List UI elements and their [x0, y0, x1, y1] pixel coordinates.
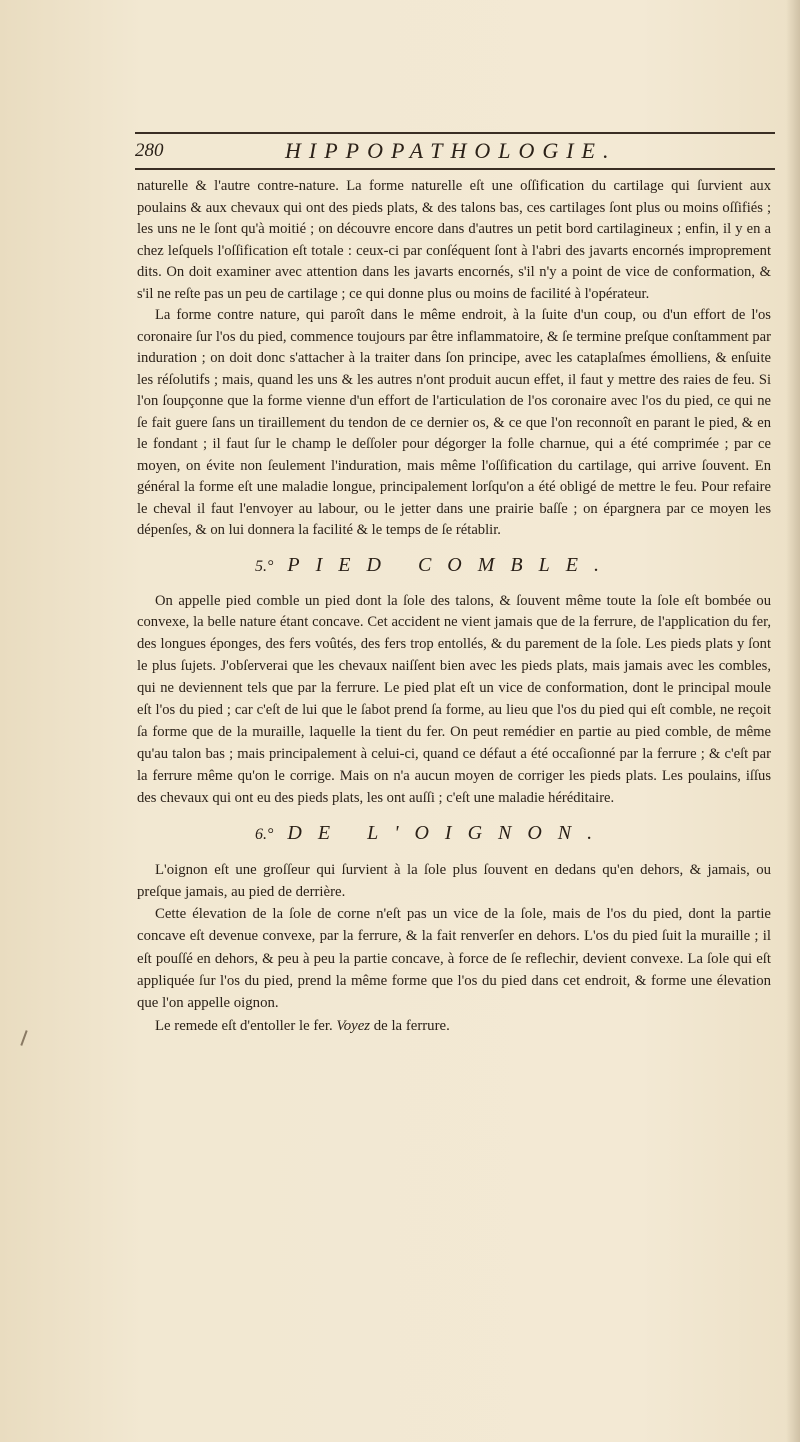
section-number: 6.°: [255, 825, 274, 843]
section-heading: [137, 822, 771, 845]
section-title: DE L'OIGNON.: [287, 821, 609, 844]
section-pied-comble: [137, 554, 771, 810]
section-number: 5.°: [255, 557, 274, 575]
paragraph: Cette élevation de la ſole de corne n'eſt pas un vice de la ſole, mais de l'os du pied, dont la partie concave eſt devenue convexe, par la ferrure, & la fait renverſer en dehors. L'os du pied ſuit la muraille ; il eſt pouſſé en dehors, & peu à peu la partie concave, à force de ſe reflechir, devient convexe. La ſole qui eſt appliquée ſur l'os du pied, prend la même forme que l'os du pied dans cet endroit, & forme une élevation que l'on appelle oignon.: [137, 906, 771, 1012]
paragraph-final: [137, 1015, 771, 1037]
page-header: [135, 132, 775, 162]
cross-reference-voyez: Voyez: [336, 1017, 371, 1034]
final-line-text: Le remede eſt d'entoller le fer.: [155, 1017, 333, 1034]
page-number: 280: [135, 140, 164, 161]
margin-stain: [20, 1030, 27, 1046]
running-title: HIPPOPATHOLOGIE.: [285, 138, 617, 163]
final-line-text-end: de la ferrure.: [373, 1017, 450, 1034]
paragraph: La forme contre nature, qui paroît dans le même endroit, à la ſuite d'un coup, ou d'un effort de l'os coronaire ſur l'os du pied, commence toujours par être inflammatoire, & ſe termine preſque conſtamment par induration ; on doit donc s'attacher à la traiter dans ſon principe, avec les cataplaſmes émolliens, & enſuite les réſolutifs ; mais, quand les uns & les autres n'ont produit aucun effet, il faut y mettre des raies de feu. Si l'on ſoupçonne que la forme vienne d'un effort de l'articulation de l'os coronaire avec l'os du pied, ce qui ne ſe fait guere ſans un tiraillement du tendon de ce dernier os, & ce que l'on reconnoît en parant le pied, & en le fondant ; il faut ſur le champ le deſſoler pour dégorger la folle charnue, qui a été comprimée ; par ce moyen, on évite non ſeulement l'induration, mais même l'oſſification du cartilage, qui arrive ſouvent. En général la forme eſt une maladie longue, principalement lorſqu'on a été obligé de mettre le feu. Pour refaire le cheval il faut l'envoyer au labour, ou le jetter dans une prairie baſſe ; on épargnera par ce moyen les dépenſes, & on lui donnera la facilité & le temps de ſe rétablir.: [137, 307, 771, 538]
section-oignon: [137, 822, 771, 1037]
paragraph: naturelle & l'autre contre-nature. La forme naturelle eſt une oſſification du cartilage qui ſurvient aux poulains & aux chevaux qui ont des pieds plats, & des talons bas, ces cartilages ſont plus ou moins oſſifiés ; les uns ne le ſont qu'à moitié ; on découvre encore dans d'autres un petit bord cartilagineux ; enfin, il y en a chez leſquels l'oſſification eſt totale : ceux-ci par conſéquent ſont à l'abri des javarts encornés improprement dits. On doit examiner avec attention dans les javarts encornés, s'il n'y a point de vice de conformation, & s'il ne reſte pas un peu de cartilage ; ce qui donne plus ou moins de facilité à l'opérateur.: [137, 178, 771, 302]
header-rule: [135, 168, 775, 170]
header-rule: [135, 132, 775, 134]
paragraph: L'oignon eſt une groſſeur qui ſurvient à la ſole plus ſouvent en dedans qu'en dehors, & jamais, ou preſque jamais, au pied de derrière.: [137, 861, 771, 900]
section-title: PIED COMBLE.: [287, 553, 615, 576]
page-body: [137, 176, 771, 1037]
page-edge-shadow: [786, 0, 800, 1442]
paragraph: On appelle pied comble un pied dont la ſole des talons, & ſouvent même toute la ſole eſt bombée ou convexe, la belle nature étant concave. Cet accident ne vient jamais que de la ferrure, de l'application du fer, des longues éponges, des fers voûtés, des fers trop entollés, & du parement de la ſole. Les pieds plats y ſont le plus ſujets. J'obſerverai que les chevaux naiſſent bien avec les pieds plats, mais jamais avec les combles, qui ne deviennent tels que par la ferrure. Le pied plat eſt un vice de conformation, dont le principal moule eſt l'os du pied ; car c'eſt de lui que le ſabot prend ſa forme, au lieu que l'os du pied qui eſt comble, ne reçoit ſa forme que de la muraille, laquelle la tient du fer. On peut remédier en partie au pied comble, de même qu'au talon bas ; mais principalement à celui-ci, quand ce défaut a été occaſionné par la ferrure ; & c'eſt par la ferrure même qu'on le corrige. Mais on n'a aucun moyen de corriger les pieds plats. Les poulains, iſſus des chevaux qui ont eu des pieds plats, les ont auſſi ; c'eſt une maladie héréditaire.: [137, 592, 771, 806]
section-heading: [137, 554, 771, 577]
section-intro: [137, 176, 771, 542]
